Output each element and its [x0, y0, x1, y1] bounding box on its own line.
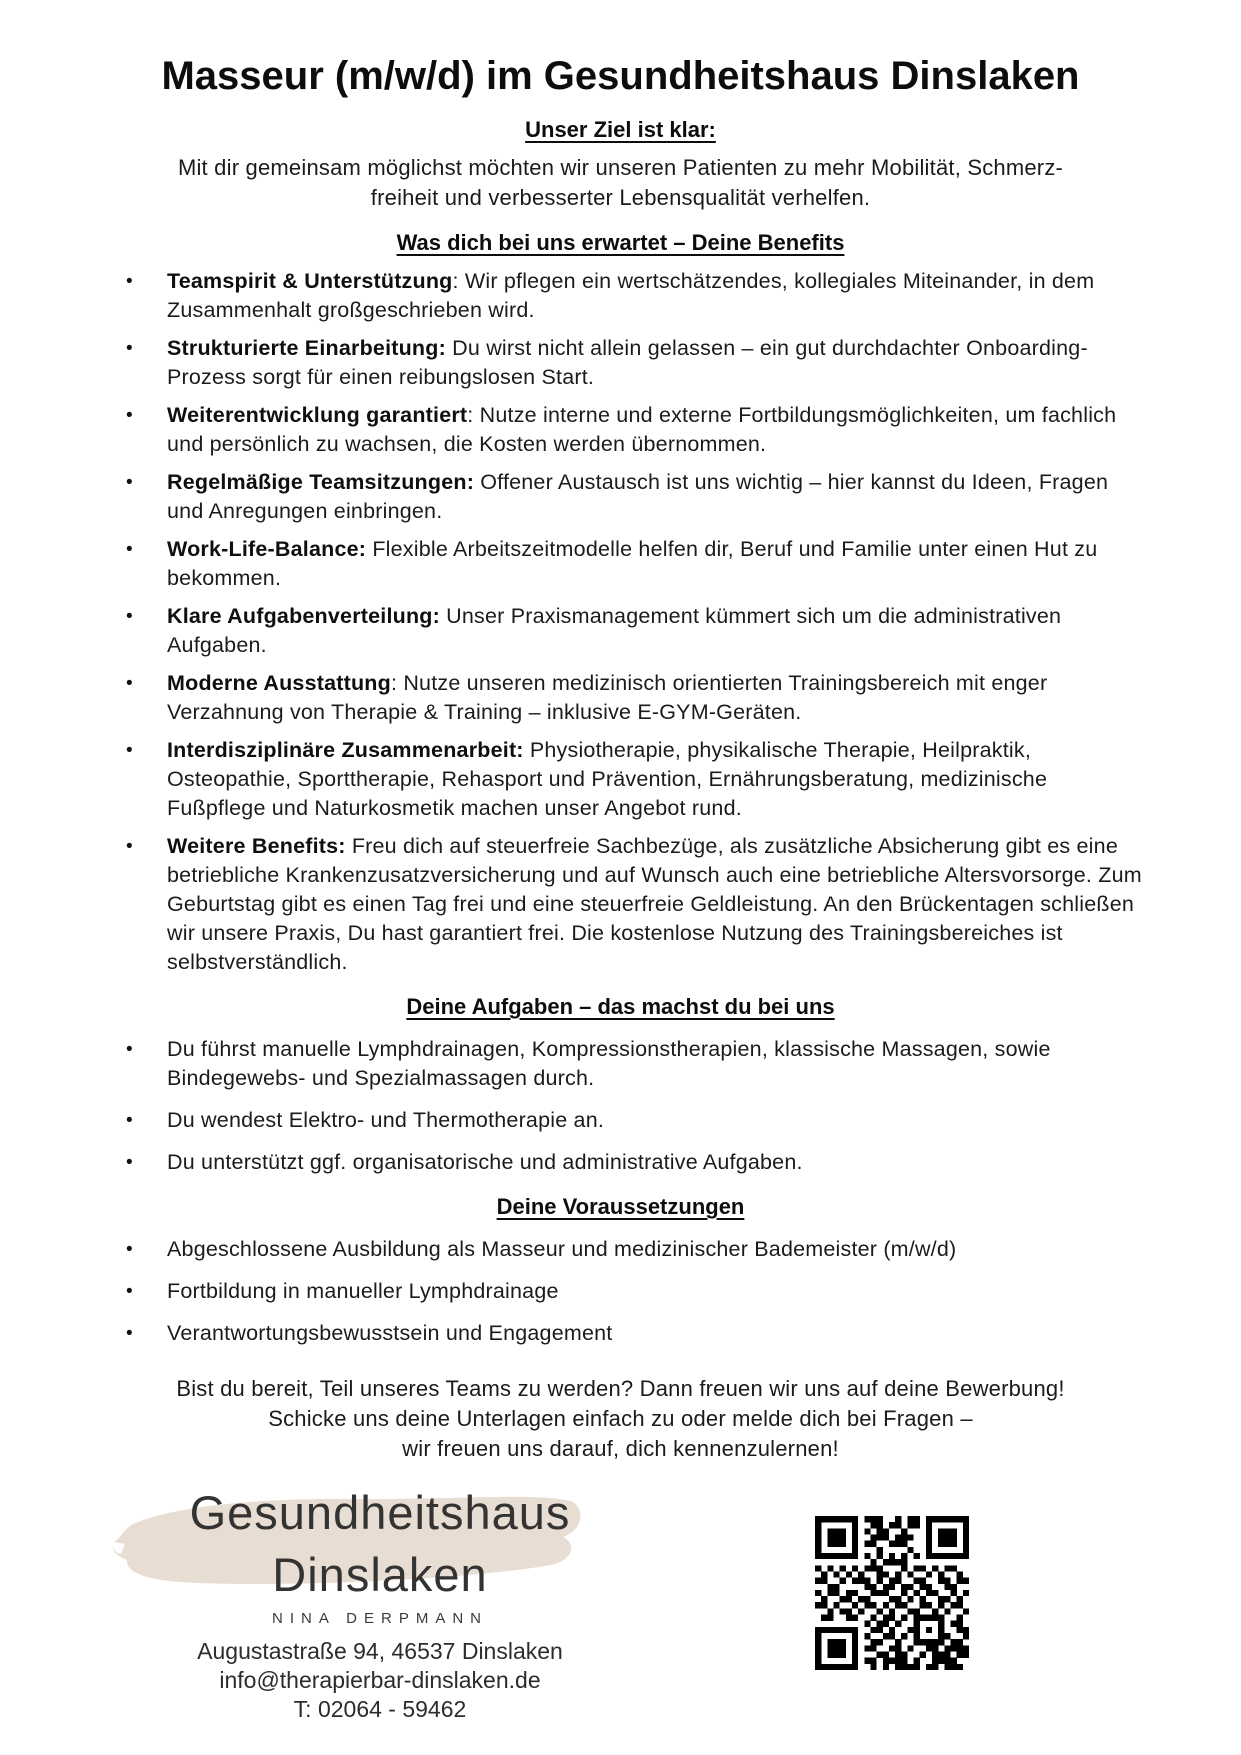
benefit-item	[95, 736, 1146, 823]
benefit-item	[95, 267, 1146, 325]
requirement-item	[95, 1277, 1146, 1306]
benefit-text: : Wir pflegen ein wertschätzendes, kollegiales Miteinander, in dem Zusammenhalt großgeschrieben wird.	[167, 269, 1095, 322]
benefit-text: : Nutze interne und externe Fortbildungsmöglichkeiten, um fachlich und persönlich zu wachsen, die Kosten werden übernommen.	[167, 403, 1117, 456]
bullet-icon: •	[126, 472, 133, 493]
benefit-text: Flexible Arbeitszeitmodelle helfen dir, Beruf und Familie unter einen Hut zu bekommen.	[167, 537, 1098, 590]
bullet-icon: •	[126, 1323, 133, 1344]
task-item	[95, 1035, 1146, 1093]
bullet-icon: •	[126, 740, 133, 761]
benefit-label: Klare Aufgabenverteilung:	[167, 604, 440, 628]
requirements-list	[95, 1235, 1146, 1348]
bullet-icon: •	[126, 338, 133, 359]
benefit-label: Interdisziplinäre Zusammenarbeit:	[167, 738, 524, 762]
tasks-heading-text: Deine Aufgaben – das machst du bei uns	[406, 994, 835, 1019]
intro-paragraph	[95, 153, 1146, 213]
benefit-text: Offener Austausch ist uns wichtig – hier kannst du Ideen, Fragen und Anregungen einbringen.	[167, 470, 1109, 523]
bullet-icon: •	[126, 271, 133, 292]
qr-code	[815, 1516, 969, 1670]
benefit-item	[95, 832, 1146, 977]
benefit-item	[95, 602, 1146, 660]
bullet-icon: •	[126, 405, 133, 426]
page-title: Masseur (m/w/d) im Gesundheitshaus Dinslaken	[161, 54, 1080, 98]
benefit-text: : Nutze unseren medizinisch orientierten Trainingsbereich mit enger Verzahnung von Therapie & Training – inklusive E-GYM-Geräten.	[167, 671, 1048, 724]
task-text: Du unterstützt ggf. organisatorische und administrative Aufgaben.	[167, 1150, 803, 1174]
closing-paragraph	[95, 1374, 1146, 1464]
closing-line: wir freuen uns darauf, dich kennenzulernen!	[402, 1436, 839, 1461]
bullet-icon: •	[126, 1152, 133, 1173]
benefit-text: Freu dich auf steuerfreie Sachbezüge, als zusätzliche Absicherung gibt es eine betriebliche Krankenzusatzversicherung und auf Wunsch auch eine betriebliche Altersvorsorge. Zum Geburtstag gibt es einen Tag frei und eine steuerfreie Geldleistung. An den Brückentagen schließen wir unsere Praxis, Du hast garantiert frei. Die kostenlose Nutzung des Trainingsbereiches ist selbstverständlich.	[167, 834, 1142, 974]
bullet-icon: •	[126, 836, 133, 857]
task-text: Du wendest Elektro- und Thermotherapie an.	[167, 1108, 605, 1132]
bullet-icon: •	[126, 1039, 133, 1060]
section-heading-goal	[95, 114, 1146, 145]
logo-name-line1: Gesundheitshaus	[189, 1486, 571, 1539]
section-heading-requirements	[95, 1191, 1146, 1222]
requirement-item	[95, 1319, 1146, 1348]
section-heading-tasks	[95, 991, 1146, 1022]
task-text: Du führst manuelle Lymphdrainagen, Kompressionstherapien, klassische Massagen, sowie Bindegewebs- und Spezialmassagen durch.	[167, 1037, 1051, 1090]
phone-line: T: 02064 - 59462	[293, 1696, 467, 1722]
section-heading-benefits	[95, 227, 1146, 258]
benefit-label: Teamspirit & Unterstützung	[167, 269, 453, 293]
closing-line: Schicke uns deine Unterlagen einfach zu oder melde dich bei Fragen –	[268, 1406, 973, 1431]
benefit-text: Physiotherapie, physikalische Therapie, Heilpraktik, Osteopathie, Sporttherapie, Rehasport und Prävention, Ernährungsberatung, medizinische Fußpflege und Naturkosmetik machen unser Angebot rund.	[167, 738, 1048, 820]
benefit-label: Work-Life-Balance:	[167, 537, 367, 561]
footer	[95, 1482, 1146, 1724]
intro-line: Mit dir gemeinsam möglichst möchten wir unseren Patienten zu mehr Mobilität, Schmerz-	[177, 155, 1064, 180]
benefit-label: Weiterentwicklung garantiert	[167, 403, 468, 427]
benefit-text: Unser Praxismanagement kümmert sich um die administrativen Aufgaben.	[167, 604, 1062, 657]
bullet-icon: •	[126, 1281, 133, 1302]
benefit-item	[95, 401, 1146, 459]
benefit-label: Regelmäßige Teamsitzungen:	[167, 470, 475, 494]
bullet-icon: •	[126, 539, 133, 560]
logo-name-line2: Dinslaken	[272, 1548, 488, 1601]
intro-line: freiheit und verbesserter Lebensqualität verhelfen.	[370, 185, 871, 210]
brand-logo	[95, 1482, 665, 1724]
benefit-text: Du wirst nicht allein gelassen – ein gut durchdachter Onboarding-Prozess sorgt für einen reibungslosen Start.	[167, 336, 1088, 389]
benefit-item	[95, 535, 1146, 593]
requirement-text: Verantwortungsbewusstsein und Engagement	[167, 1321, 613, 1345]
requirement-text: Fortbildung in manueller Lymphdrainage	[167, 1279, 559, 1303]
requirement-text: Abgeschlossene Ausbildung als Masseur und medizinischer Bademeister (m/w/d)	[167, 1237, 957, 1261]
closing-line: Bist du bereit, Teil unseres Teams zu werden? Dann freuen wir uns auf deine Bewerbung!	[176, 1376, 1065, 1401]
goal-heading-text: Unser Ziel ist klar:	[525, 117, 716, 142]
task-item	[95, 1106, 1146, 1135]
requirement-item	[95, 1235, 1146, 1264]
logo-owner-name: NINA DERPMANN	[271, 1610, 489, 1627]
bullet-icon: •	[126, 1239, 133, 1260]
benefits-list	[95, 267, 1146, 977]
bullet-icon: •	[126, 1110, 133, 1131]
email-line: info@therapierbar-dinslaken.de	[219, 1667, 541, 1693]
benefit-label: Moderne Ausstattung	[167, 671, 391, 695]
benefit-item	[95, 468, 1146, 526]
tasks-list	[95, 1035, 1146, 1177]
benefits-heading-text: Was dich bei uns erwartet – Deine Benefits	[396, 230, 845, 255]
contact-block	[95, 1637, 665, 1724]
bullet-icon: •	[126, 606, 133, 627]
benefit-item	[95, 669, 1146, 727]
benefit-label: Strukturierte Einarbeitung:	[167, 336, 446, 360]
benefit-item	[95, 334, 1146, 392]
task-item	[95, 1148, 1146, 1177]
address-line: Augustastraße 94, 46537 Dinslaken	[197, 1638, 563, 1664]
requirements-heading-text: Deine Voraussetzungen	[496, 1194, 745, 1219]
bullet-icon: •	[126, 673, 133, 694]
benefit-label: Weitere Benefits:	[167, 834, 346, 858]
